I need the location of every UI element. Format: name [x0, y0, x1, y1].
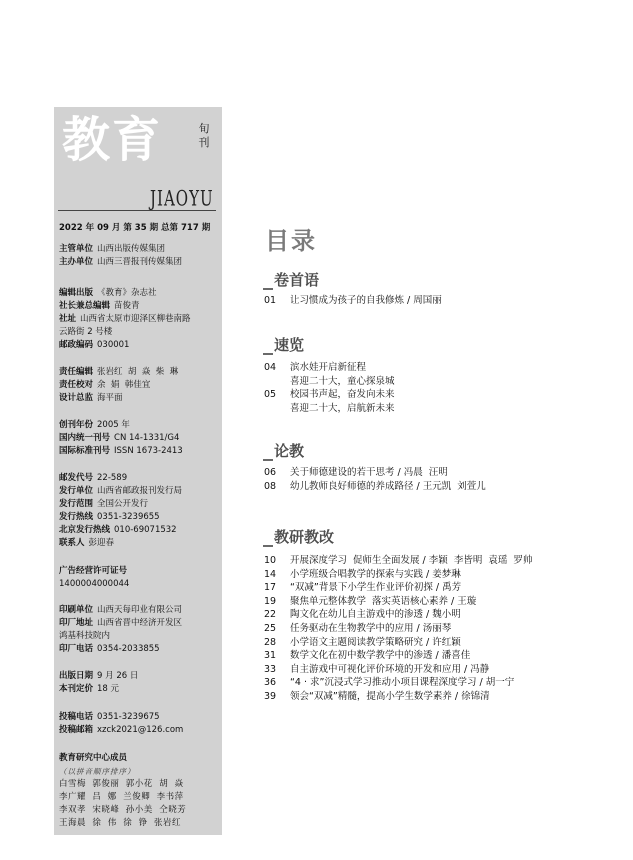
info-row: 出版日期 9 月 26 日 [59, 671, 139, 681]
toc-entry[interactable]: 36 “4 · 求”沉浸式学习推动小项目课程深度学习 / 胡一宁 [264, 677, 515, 689]
section-underscore [263, 447, 273, 461]
members-row: 李广耀 吕 娜 兰俊卿 李书萍 [59, 792, 184, 802]
section-underscore [263, 276, 273, 290]
info-row: 社址 山西省太原市迎泽区柳巷南路 [59, 314, 191, 324]
members-row: 李双孝 宋晓峰 孙小美 仝晓芳 [59, 805, 187, 815]
info-row: 北京发行热线 010-69071532 [59, 525, 177, 535]
section-entries [264, 554, 532, 704]
info-row: 印刷单位 山西天每印业有限公司 [59, 605, 183, 615]
info-row: 社长兼总编辑 苗俊青 [59, 301, 140, 311]
editorial-info [59, 287, 191, 352]
masthead-frequency: 旬刊 [198, 122, 210, 149]
editors-info [59, 366, 178, 405]
info-row: 主管单位 山西出版传媒集团 [59, 244, 166, 254]
masthead-divider [58, 210, 216, 211]
info-row: 发行范围 全国公开发行 [59, 499, 149, 509]
toc-entry[interactable]: 10 开展深度学习 促师生全面发展 / 李颖 李皆明 袁瑶 罗帅 [264, 555, 533, 566]
section-entries [264, 294, 442, 308]
contact-info [59, 711, 183, 737]
info-row: 设计总监 海平面 [59, 393, 123, 403]
section-entries [264, 466, 486, 493]
info-row: 邮发代号 22-589 [59, 473, 128, 483]
section-underscore [263, 341, 273, 355]
toc-entry[interactable]: 01 让习惯成为孩子的自我修炼 / 周国丽 [264, 295, 442, 306]
section-heading: 速览 [263, 334, 304, 355]
toc-entry[interactable]: 25 任务驱动在生物教学中的应用 / 汤丽琴 [264, 622, 452, 634]
info-row: 本刊定价 18 元 [59, 684, 120, 694]
info-row: 印厂地址 山西省晋中经济开发区 [59, 618, 183, 628]
toc-entry[interactable]: 06 关于师德建设的若干思考 / 冯晨 汪明 [264, 467, 448, 478]
toc-title: 目录 [265, 227, 317, 255]
members-note: （以拼音顺序排序） [59, 767, 136, 776]
info-row: 1400004000044 [59, 579, 130, 589]
info-row: 国内统一刊号 CN 14-1331/G4 [59, 433, 180, 443]
toc-entry[interactable]: 17 “双减”背景下小学生作业评价初探 / 禹芳 [264, 582, 462, 594]
info-row: 责任校对 余 娟 韩佳宜 [59, 380, 151, 390]
toc-entry[interactable]: 39 领会“双减”精髓，提高小学生数学素养 / 徐锦清 [264, 690, 490, 702]
masthead-logo: 教育 [62, 112, 163, 168]
toc-entry[interactable]: 04 滨水娃开启新征程 [264, 362, 367, 373]
info-row: 编辑出版 《教育》杂志社 [59, 288, 157, 298]
info-row: 云路街 2 号楼 [59, 327, 113, 337]
printing-info [59, 604, 182, 656]
advertising-info [59, 565, 131, 591]
info-row: 印厂电话 0354-2033855 [59, 644, 160, 654]
section-heading: 卷首语 [263, 269, 319, 290]
publisher-info [59, 243, 182, 269]
section-heading: 教研教改 [263, 526, 334, 547]
research-members [59, 752, 186, 830]
toc-entry[interactable]: 31 数学文化在初中数学教学中的渗透 / 潘喜佳 [264, 650, 471, 662]
section-underscore [263, 533, 273, 547]
members-title: 教育研究中心成员 [59, 753, 128, 763]
founding-info [59, 419, 183, 458]
info-row: 责任编辑 张岩红 胡 焱 柴 琳 [59, 367, 179, 377]
toc-entry[interactable]: 05 校园书声起，奋发向未来 [264, 389, 395, 401]
info-row: 广告经营许可证号 [59, 566, 128, 576]
info-row: 投稿邮箱 xzck2021@126.com [59, 725, 184, 735]
toc-entry[interactable]: 22 陶文化在幼儿自主游戏中的渗透 / 魏小明 [264, 609, 461, 621]
distribution-info [59, 472, 182, 550]
toc-entry[interactable]: 14 小学班级合唱教学的探索与实践 / 姜梦琳 [264, 568, 461, 580]
toc-entry[interactable]: 28 小学语文主题阅读教学策略研究 / 许红颖 [264, 636, 461, 648]
info-row: 主办单位 山西三晋报刊传媒集团 [59, 257, 183, 267]
toc-entry[interactable]: 喜迎二十大，童心探泉城 [290, 375, 395, 387]
info-row: 投稿电话 0351-3239675 [59, 712, 160, 722]
section-heading: 论教 [263, 440, 304, 461]
info-row: 联系人 彭迎春 [59, 538, 115, 548]
info-row: 国际标准刊号 ISSN 1673-2413 [59, 446, 183, 456]
members-row: 王海晨 徐 伟 徐 铮 张岩红 [59, 818, 182, 828]
masthead-pinyin: JIAOYU [150, 186, 214, 212]
toc-entry[interactable]: 喜迎二十大，启航新未来 [290, 402, 395, 414]
info-row: 鸿基科技院内 [59, 631, 111, 641]
members-row: 白雪梅 郭俊丽 郭小花 胡 焱 [59, 779, 184, 789]
info-row: 创刊年份 2005 年 [59, 420, 130, 430]
release-info [59, 670, 138, 696]
info-row: 发行热线 0351-3239655 [59, 512, 160, 522]
toc-entry[interactable]: 08 幼儿教师良好师德的养成路径 / 王元凯 刘萱儿 [264, 480, 486, 492]
section-entries [264, 361, 395, 415]
toc-entry[interactable]: 19 聚焦单元整体教学 落实英语核心素养 / 王璇 [264, 595, 477, 607]
toc-entry[interactable]: 33 自主游戏中可视化评价环境的开发和应用 / 冯静 [264, 663, 490, 675]
info-row: 发行单位 山西省邮政报刊发行局 [59, 486, 183, 496]
issue-line: 2022 年 09 月 第 35 期 总第 717 期 [59, 223, 211, 233]
info-row: 邮政编码 030001 [59, 340, 130, 350]
